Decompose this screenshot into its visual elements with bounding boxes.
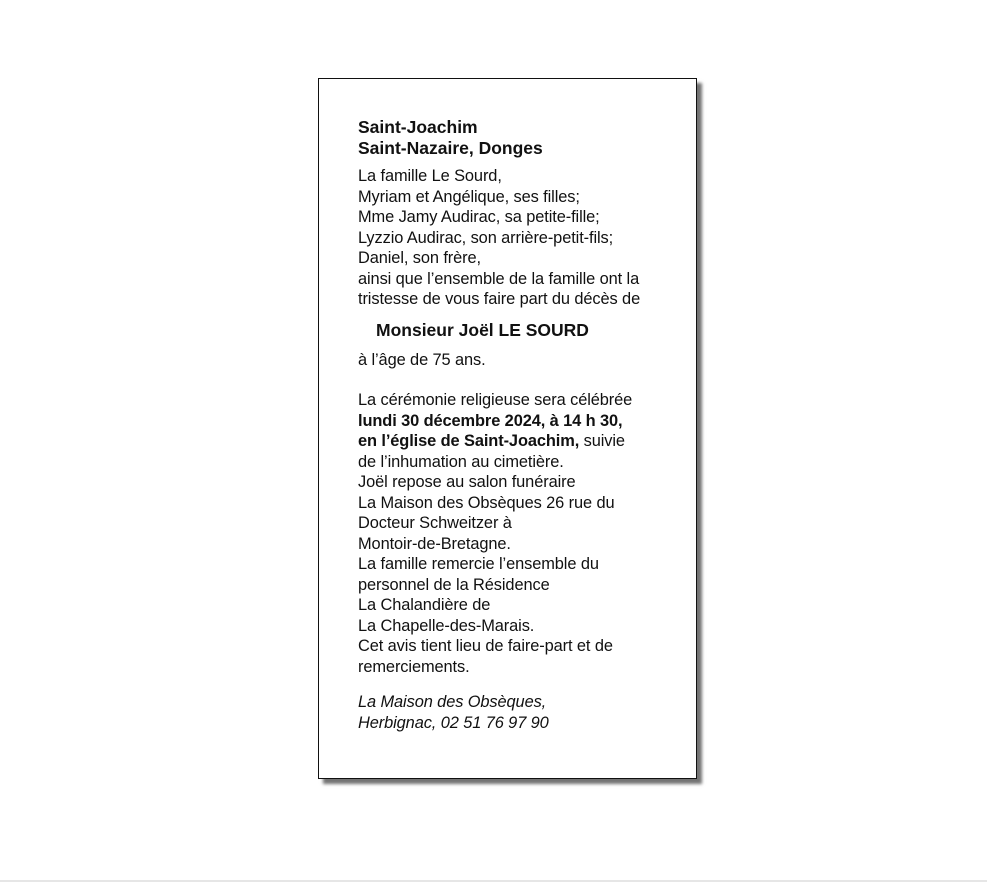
deceased-name: Monsieur Joël LE SOURD bbox=[376, 319, 589, 340]
family-line: La famille Le Sourd, bbox=[358, 167, 502, 185]
bottom-divider bbox=[0, 880, 987, 882]
ceremony-line: Docteur Schweitzer à bbox=[358, 514, 512, 532]
signature-line-2: Herbignac, 02 51 76 97 90 bbox=[358, 713, 549, 732]
family-line: tristesse de vous faire part du décès de bbox=[358, 290, 641, 308]
ceremony-line: Cet avis tient lieu de faire-part et de bbox=[358, 637, 613, 655]
family-line: Lyzzio Audirac, son arrière-petit-fils; bbox=[358, 228, 614, 247]
family-line: Daniel, son frère, bbox=[358, 249, 482, 267]
obituary-notice-card bbox=[318, 78, 697, 779]
family-announcement bbox=[358, 166, 678, 310]
ceremony-line: La famille remercie l’ensemble du bbox=[358, 555, 599, 573]
ceremony-line: de l’inhumation au cimetière. bbox=[358, 452, 564, 471]
funeral-home-signature bbox=[358, 692, 678, 733]
ceremony-line: La Chalandière de bbox=[358, 596, 491, 614]
family-line: ainsi que l’ensemble de la famille ont la bbox=[358, 269, 640, 288]
ceremony-date-time: lundi 30 décembre 2024, à 14 h 30, bbox=[358, 411, 623, 430]
ceremony-line: La Chapelle-des-Marais. bbox=[358, 616, 535, 635]
ceremony-place: en l’église de Saint-Joachim, bbox=[358, 432, 580, 450]
age-line: à l’âge de 75 ans. bbox=[358, 350, 486, 369]
ceremony-place-line bbox=[358, 431, 678, 452]
ceremony-place-suffix: suivie bbox=[579, 432, 625, 450]
ceremony-line: remerciements. bbox=[358, 657, 470, 676]
ceremony-intro: La cérémonie religieuse sera célébrée bbox=[358, 391, 633, 409]
ceremony-details bbox=[358, 390, 678, 677]
ceremony-line: La Maison des Obsèques 26 rue du bbox=[358, 493, 615, 512]
family-line: Mme Jamy Audirac, sa petite-fille; bbox=[358, 208, 600, 226]
location-line-1: Saint-Joachim bbox=[358, 117, 478, 137]
location-heading bbox=[358, 117, 678, 159]
family-line: Myriam et Angélique, ses filles; bbox=[358, 187, 580, 206]
notice-content bbox=[358, 117, 678, 733]
ceremony-line: Joël repose au salon funéraire bbox=[358, 473, 576, 491]
signature-line-1: La Maison des Obsèques, bbox=[358, 693, 547, 711]
location-line-2: Saint-Nazaire, Donges bbox=[358, 138, 543, 158]
ceremony-line: personnel de la Résidence bbox=[358, 575, 550, 594]
ceremony-line: Montoir-de-Bretagne. bbox=[358, 534, 511, 553]
